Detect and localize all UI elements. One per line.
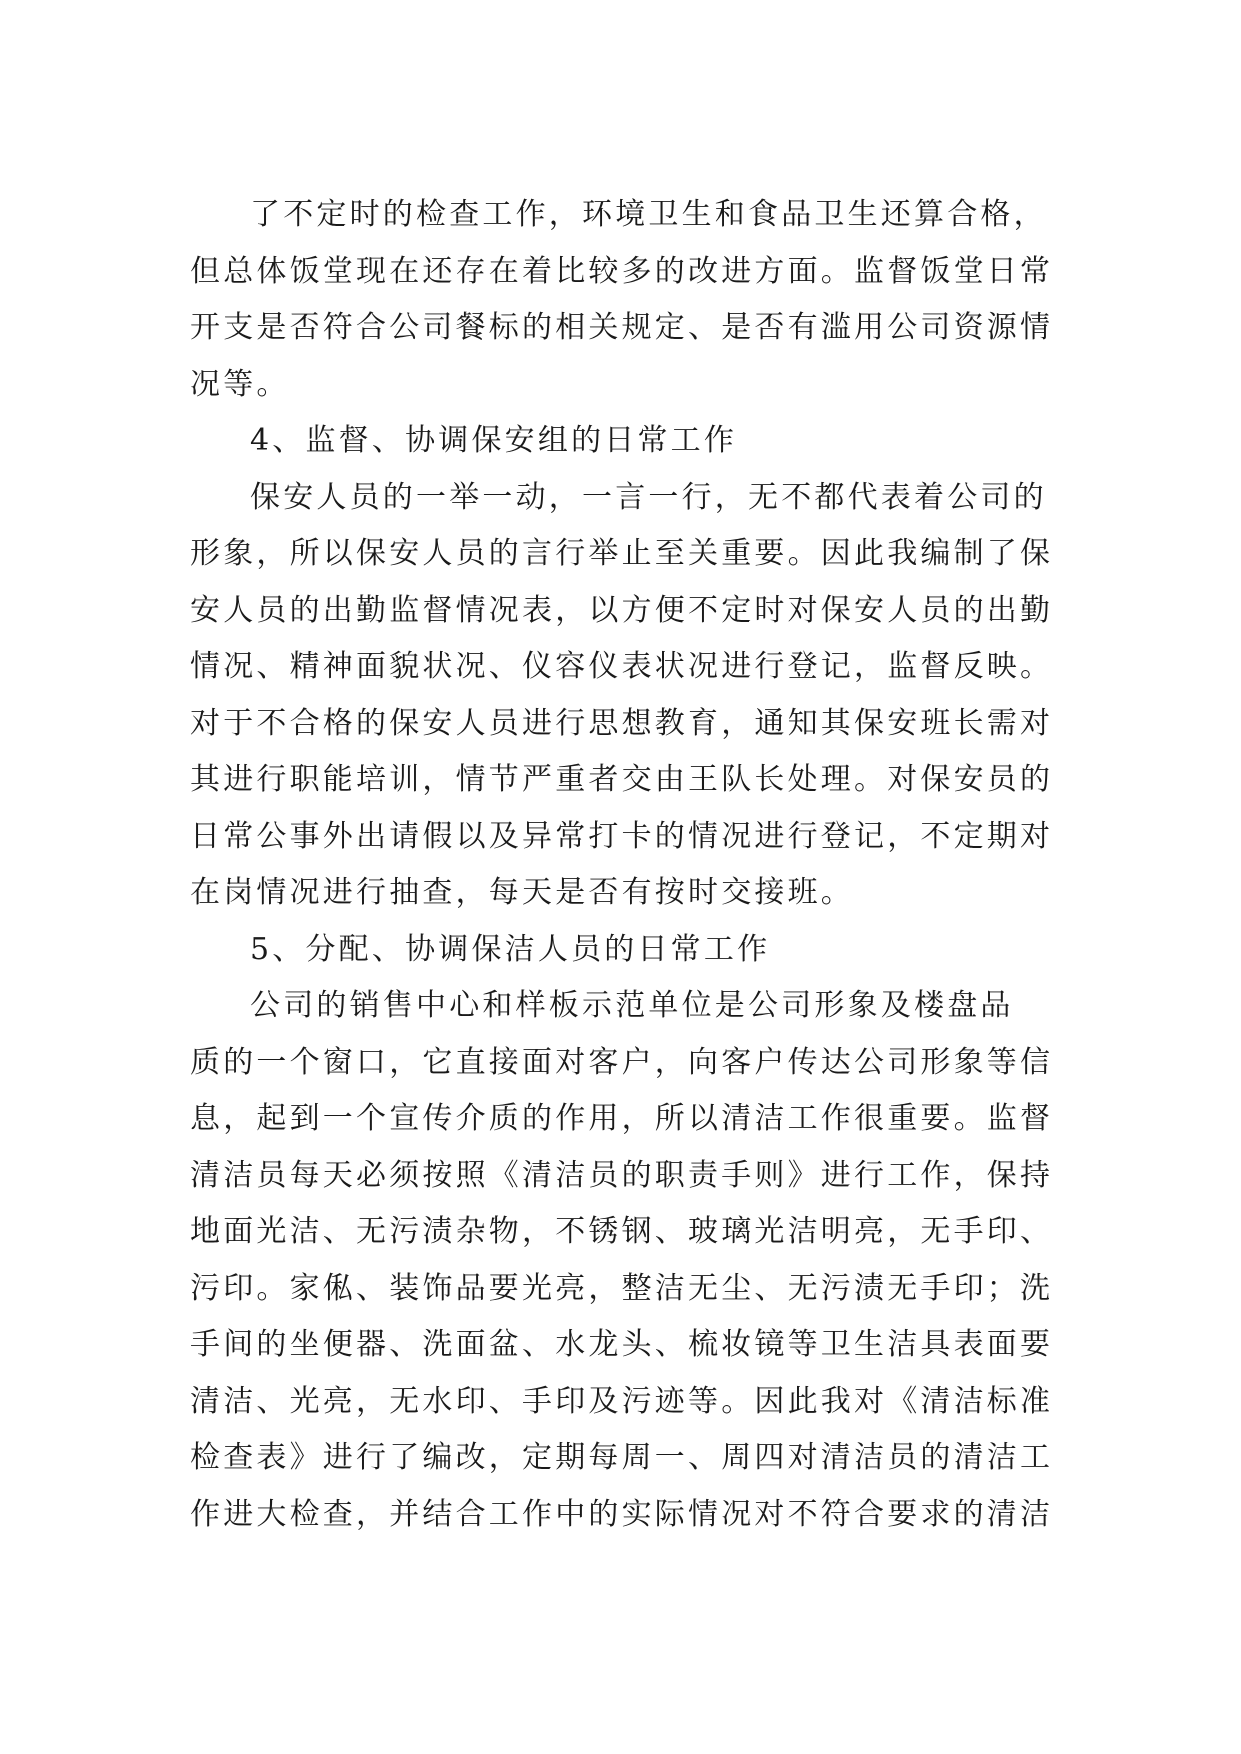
text-line: 日常公事外出请假以及异常打卡的情况进行登记，不定期对	[190, 819, 1054, 854]
text-line: 污印。家俬、装饰品要光亮，整洁无尘、无污渍无手印；洗	[190, 1271, 1054, 1306]
text-line: 但总体饭堂现在还存在着比较多的改进方面。监督饭堂日常	[190, 254, 1054, 289]
text-line: 地面光洁、无污渍杂物，不锈钢、玻璃光洁明亮，无手印、	[190, 1214, 1054, 1249]
section-heading: 4、监督、协调保安组的日常工作	[250, 423, 738, 458]
text-line: 其进行职能培训，情节严重者交由王队长处理。对保安员的	[190, 762, 1054, 797]
text-line: 形象，所以保安人员的言行举止至关重要。因此我编制了保	[190, 536, 1054, 571]
text-line: 检查表》进行了编改，定期每周一、周四对清洁员的清洁工	[190, 1440, 1054, 1475]
text-line: 了不定时的检查工作，环境卫生和食品卫生还算合格，	[250, 197, 1047, 232]
text-line: 在岗情况进行抽查，每天是否有按时交接班。	[190, 875, 854, 910]
text-line: 息，起到一个宣传介质的作用，所以清洁工作很重要。监督	[190, 1101, 1054, 1136]
text-line: 清洁员每天必须按照《清洁员的职责手则》进行工作，保持	[190, 1158, 1054, 1193]
section-heading: 5、分配、协调保洁人员的日常工作	[250, 932, 771, 967]
text-line: 作进大检查，并结合工作中的实际情况对不符合要求的清洁	[190, 1497, 1054, 1532]
text-line: 保安人员的一举一动，一言一行，无不都代表着公司的	[250, 480, 1047, 515]
text-line: 对于不合格的保安人员进行思想教育，通知其保安班长需对	[190, 706, 1054, 741]
text-line: 手间的坐便器、洗面盆、水龙头、梳妆镜等卫生洁具表面要	[190, 1327, 1054, 1362]
text-line: 开支是否符合公司餐标的相关规定、是否有滥用公司资源情	[190, 310, 1054, 345]
text-line: 质的一个窗口，它直接面对客户，向客户传达公司形象等信	[190, 1045, 1054, 1080]
text-line: 公司的销售中心和样板示范单位是公司形象及楼盘品	[250, 988, 1014, 1023]
text-line: 况等。	[190, 367, 290, 402]
text-line: 清洁、光亮，无水印、手印及污迹等。因此我对《清洁标准	[190, 1384, 1054, 1419]
text-line: 安人员的出勤监督情况表，以方便不定时对保安人员的出勤	[190, 593, 1054, 628]
text-line: 情况、精神面貌状况、仪容仪表状况进行登记，监督反映。	[190, 649, 1054, 684]
